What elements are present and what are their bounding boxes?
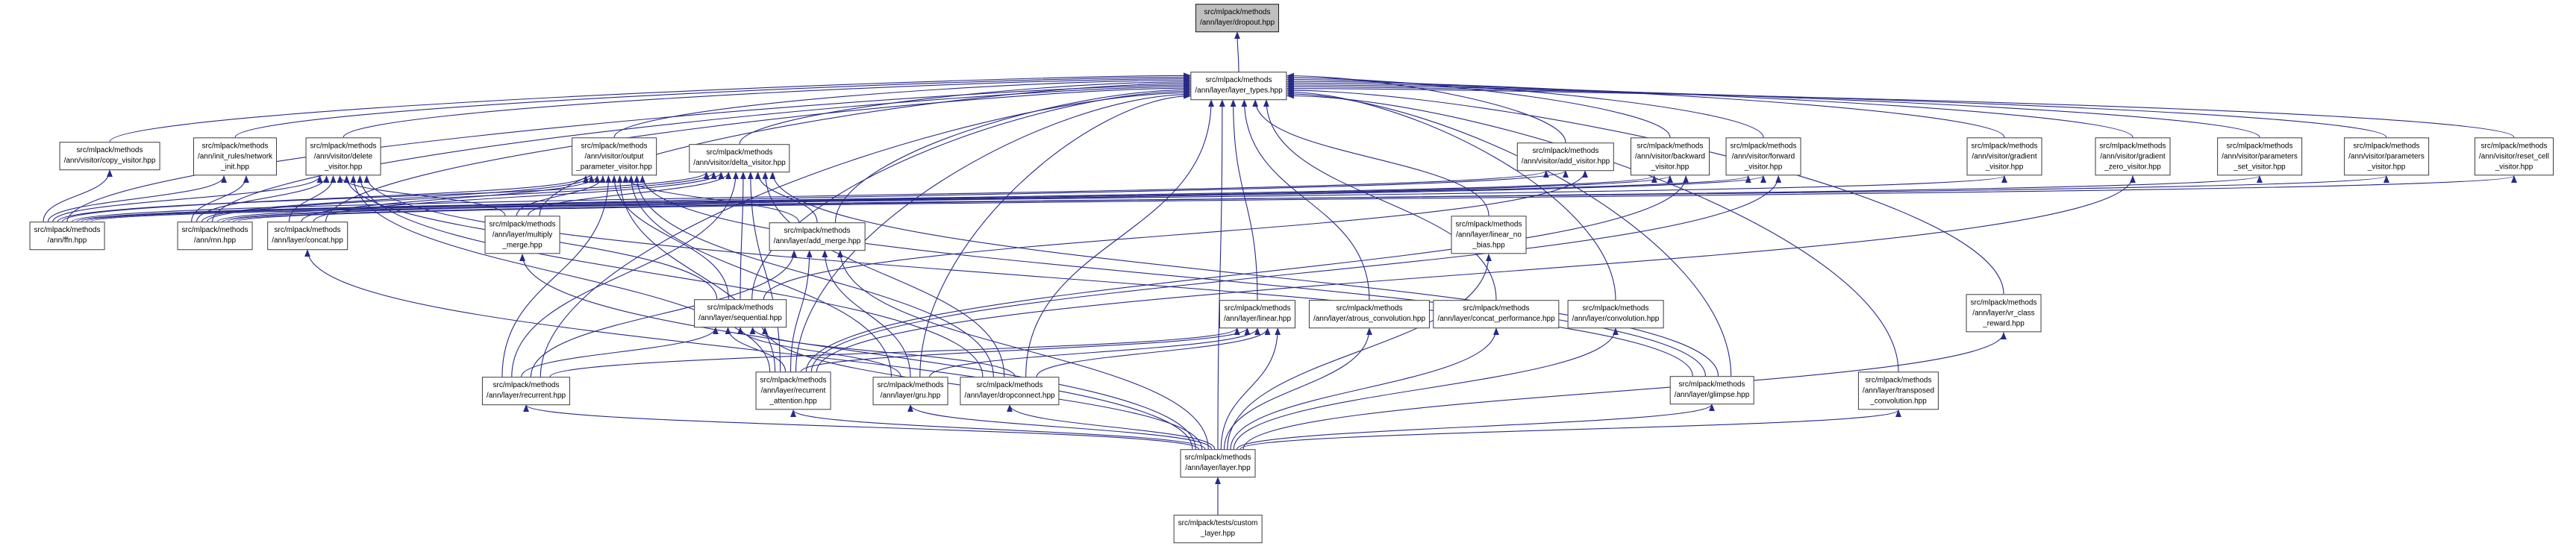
node-gru[interactable] (873, 377, 948, 405)
edge-parameters_set_visitor-to-layer_types (1287, 85, 2260, 138)
edge-recurrent_attention-to-sequential (728, 327, 786, 372)
node-recurrent[interactable] (482, 377, 570, 405)
node-custom_layer[interactable] (1174, 515, 1263, 543)
node-label-line: src/mlpack/methods (310, 142, 377, 151)
node-dropconnect[interactable] (960, 377, 1059, 405)
node-label-line: _set_visitor.hpp (2233, 162, 2286, 171)
node-concat_performance[interactable] (1433, 300, 1559, 328)
node-parameters_set_visitor[interactable] (2217, 137, 2302, 175)
node-rnn[interactable] (178, 222, 253, 250)
edge-rnn-to-forward_visitor (228, 176, 1763, 222)
node-label-line: /ann/layer/linear.hpp (1223, 315, 1292, 323)
edge-reset_cell_visitor-to-layer_types (1287, 89, 2514, 138)
node-label-line: src/mlpack/methods (181, 226, 248, 235)
node-label-line: /ann/visitor/delete (313, 152, 373, 161)
edge-layer_types-to-dropout (1237, 32, 1239, 72)
edge-rnn-to-parameters_set_visitor (233, 176, 2260, 222)
node-label-line: src/mlpack/methods (2226, 142, 2293, 151)
edge-recurrent-to-sequential (522, 327, 716, 377)
node-label-line: /ann/visitor/delta_visitor.hpp (693, 159, 786, 167)
node-ffn[interactable] (30, 222, 105, 250)
node-label-line: /ann/visitor/parameters (2222, 152, 2298, 161)
node-label-line: src/mlpack/methods (1336, 304, 1403, 313)
node-layer[interactable] (1181, 449, 1256, 477)
node-reset_cell_visitor[interactable] (2475, 137, 2554, 175)
node-linear_no_bias[interactable] (1451, 216, 1527, 254)
node-label-line: src/mlpack/methods (1184, 454, 1251, 462)
node-parameters_visitor[interactable] (2344, 137, 2429, 175)
node-label-line: /ann/layer/sequential.hpp (698, 314, 782, 322)
node-label-line: src/mlpack/methods (493, 381, 560, 390)
node-label-line: src/mlpack/methods (1224, 304, 1291, 313)
node-add_visitor[interactable] (1517, 142, 1614, 171)
edge-recurrent_attention-to-add_merge (791, 251, 810, 372)
node-label-line: _convolution.hpp (1870, 396, 1927, 405)
node-label-line: _visitor.hpp (1744, 162, 1783, 171)
node-label-line: src/mlpack/methods (1971, 142, 2038, 151)
edge-rnn-to-add_visitor (217, 171, 1566, 222)
node-network_init[interactable] (193, 137, 277, 175)
node-label-line: /ann/visitor/reset_cell (2479, 152, 2549, 161)
node-transposed_convolution[interactable] (1858, 371, 1939, 410)
edge-sequential-to-layer_types (752, 91, 1191, 299)
node-label-line: /ann/layer/multiply (492, 230, 553, 239)
node-label-line: /ann/layer/recurrent.hpp (486, 392, 566, 400)
node-label-line: /ann/layer/concat.hpp (272, 236, 343, 245)
edge-rnn-to-reset_cell_visitor (238, 176, 2514, 222)
edge-layer-to-transposed_convolution (1240, 410, 1898, 450)
node-label-line: /ann/layer/add_merge.hpp (773, 237, 861, 245)
node-dropout (1195, 4, 1279, 32)
node-label-line: _visitor.hpp (324, 162, 363, 171)
node-label-line: _init.hpp (221, 162, 249, 171)
node-glimpse[interactable] (1670, 376, 1754, 404)
node-label-line: src/mlpack/methods (760, 376, 827, 385)
node-label-line: /ann/layer/atrous_convolution.hpp (1313, 315, 1426, 323)
node-label-line: /ann/layer/recurrent (760, 386, 826, 395)
node-label-line: src/mlpack/methods (581, 142, 648, 151)
node-label-line: /ann/layer/gru.hpp (880, 392, 941, 400)
edge-layer-to-recurrent_attention (793, 410, 1205, 450)
edge-rnn-to-network_init (192, 176, 246, 222)
edge-recurrent-to-layer_types (540, 92, 1190, 377)
node-label-line: src/mlpack/methods (976, 381, 1043, 390)
edge-layer-to-atrous_convolution (1225, 328, 1369, 449)
node-label-line: src/mlpack/methods (1532, 147, 1599, 156)
edge-sequential-to-output_parameter_visitor (614, 176, 728, 300)
node-label-line: src/mlpack/methods (1865, 376, 1932, 385)
node-label-line: _visitor.hpp (2495, 162, 2533, 171)
node-label-line: src/mlpack/methods (1204, 8, 1271, 17)
node-label-line: src/mlpack/methods (2480, 142, 2548, 151)
node-copy_visitor[interactable] (60, 142, 160, 170)
node-label-line: src/mlpack/tests/custom (1178, 519, 1258, 528)
edge-dropconnect-to-layer_types (1026, 100, 1211, 377)
node-delta_visitor[interactable] (689, 144, 790, 172)
edge-rnn-to-backward_visitor (222, 176, 1670, 222)
edge-layer-to-concat (307, 250, 1192, 449)
node-label-line: /ann/visitor/backward (1635, 152, 1705, 161)
node-label-line: src/mlpack/methods (489, 220, 556, 229)
node-label-line: src/mlpack/methods (2099, 142, 2166, 151)
edge-layer-to-glimpse (1237, 404, 1712, 449)
node-label-line: _zero_visitor.hpp (2104, 162, 2161, 171)
node-label-line: /ann/layer/convolution.hpp (1572, 315, 1660, 323)
node-label-line: /ann/visitor/output (584, 152, 644, 161)
node-label-line: src/mlpack/methods (1463, 304, 1530, 313)
node-atrous_convolution[interactable] (1309, 300, 1430, 328)
node-label-line: /ann/visitor/add_visitor.hpp (1521, 157, 1610, 166)
node-label-line: /ann/layer/vr_class (1972, 309, 2035, 318)
edge-layer-to-linear_no_bias (1228, 254, 1489, 450)
node-delete_visitor[interactable] (306, 137, 381, 175)
node-label-line: /ann/layer/transposed (1862, 386, 1935, 395)
edge-layer-to-layer_types (1218, 100, 1222, 449)
node-label-line: _merge.hpp (502, 240, 543, 249)
node-label-line: /ann/rnn.hpp (193, 236, 237, 245)
node-label-line: src/mlpack/methods (784, 227, 851, 236)
node-recurrent_attention[interactable] (756, 371, 831, 410)
edge-layer-to-recurrent (526, 405, 1198, 449)
node-vr_class_reward[interactable] (1966, 294, 2042, 332)
node-layer_types[interactable] (1190, 72, 1287, 100)
edge-layer-to-gru (910, 405, 1211, 449)
node-label-line: /ann/layer/layer.hpp (1185, 464, 1251, 472)
node-label-line: /ann/layer/dropconnect.hpp (964, 392, 1055, 400)
node-concat[interactable] (267, 222, 348, 250)
node-label-line: _visitor.hpp (1985, 162, 2024, 171)
node-label-line: src/mlpack/methods (877, 381, 944, 390)
edge-layer-to-convolution (1234, 328, 1616, 449)
node-label-line: src/mlpack/methods (1205, 76, 1272, 85)
node-label-line: /ann/layer/dropout.hpp (1199, 19, 1275, 27)
node-label-line: src/mlpack/methods (1636, 142, 1704, 151)
node-linear[interactable] (1219, 300, 1295, 328)
node-label-line: /ann/ffn.hpp (47, 236, 87, 245)
node-label-line: src/mlpack/methods (1970, 298, 2037, 307)
node-label-line: src/mlpack/methods (274, 226, 341, 235)
node-label-line: /ann/layer/glimpse.hpp (1674, 391, 1750, 399)
node-label-line: /ann/visitor/parameters (2348, 152, 2425, 161)
edge-copy_visitor-to-layer_types (110, 75, 1190, 142)
node-label-line: _reward.hpp (1983, 319, 2025, 327)
edge-layer-to-dropconnect (1010, 405, 1215, 449)
node-label-line: src/mlpack/methods (1582, 304, 1649, 313)
edge-dropconnect-to-linear (1037, 328, 1267, 377)
node-add_merge[interactable] (769, 222, 866, 251)
node-label-line: src/mlpack/methods (707, 304, 774, 313)
node-multiply_merge[interactable] (485, 216, 560, 254)
node-sequential[interactable] (694, 299, 787, 327)
node-label-line: _parameter_visitor.hpp (576, 162, 652, 171)
node-label-line: _visitor.hpp (1651, 162, 1689, 171)
node-gradient_zero_visitor[interactable] (2095, 137, 2171, 175)
node-convolution[interactable] (1568, 300, 1664, 328)
node-label-line: /ann/visitor/copy_visitor.hpp (63, 157, 156, 165)
node-label-line: src/mlpack/methods (201, 142, 269, 151)
node-label-line: /ann/layer/layer_types.hpp (1195, 87, 1283, 95)
node-label-line: src/mlpack/methods (76, 146, 143, 155)
node-label-line: /ann/layer/linear_no (1456, 230, 1522, 239)
node-label-line: _attention.hpp (769, 396, 817, 405)
edge-network_init-to-layer_types (235, 77, 1190, 137)
edge-layer-to-add_merge (840, 251, 1208, 449)
node-label-line: src/mlpack/methods (1455, 220, 1522, 229)
node-label-line: src/mlpack/methods (1730, 142, 1797, 151)
node-label-line: /ann/visitor/forward (1731, 152, 1795, 161)
node-gradient_visitor[interactable] (1967, 137, 2042, 175)
node-label-line: src/mlpack/methods (2353, 142, 2420, 151)
node-label-line: _visitor.hpp (2367, 162, 2406, 171)
edge-transposed_convolution-to-layer_types (1287, 95, 1898, 371)
node-label-line: src/mlpack/methods (1678, 380, 1745, 389)
node-label-line: /ann/visitor/gradient (2100, 152, 2166, 161)
edge-add_visitor-to-layer_types (1287, 76, 1566, 143)
node-backward_visitor[interactable] (1631, 137, 1710, 175)
node-label-line: /ann/init_rules/network (197, 152, 273, 161)
edge-gru-to-sequential (740, 327, 901, 377)
node-label-line: src/mlpack/methods (706, 148, 773, 157)
edge-sequential-to-delta_visitor (740, 172, 743, 299)
edge-recurrent_attention-to-backward_visitor (806, 176, 1686, 372)
node-label-line: /ann/layer/concat_performance.hpp (1437, 315, 1555, 323)
node-output_parameter_visitor[interactable] (572, 137, 657, 175)
edge-ffn-to-copy_visitor (43, 170, 110, 222)
edge-gradient_zero_visitor-to-layer_types (1287, 83, 2133, 137)
node-label-line: src/mlpack/methods (34, 226, 101, 235)
node-label-line: _bias.hpp (1472, 240, 1505, 249)
node-label-line: /ann/visitor/gradient (1972, 152, 2037, 161)
node-forward_visitor[interactable] (1726, 137, 1801, 175)
node-label-line: _layer.hpp (1200, 530, 1236, 538)
edge-recurrent_attention-to-gradient_zero_visitor (816, 176, 2133, 372)
